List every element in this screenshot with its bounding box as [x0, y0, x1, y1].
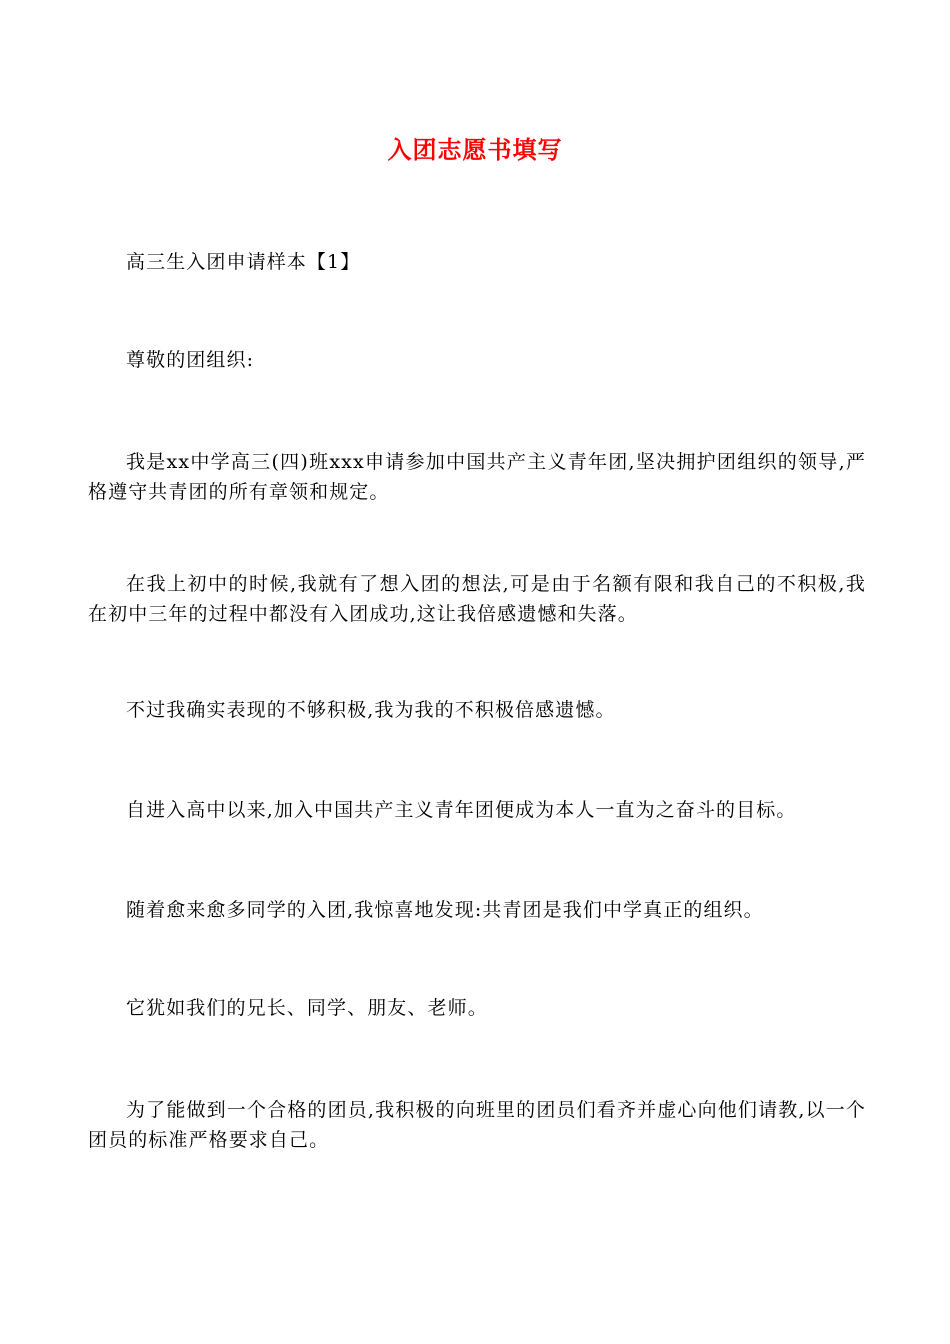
- paragraph-1: 我是xx中学高三(四)班xxx申请参加中国共产主义青年团,坚决拥护团组织的领导,严格遵守共青团的所有章领和规定。: [88, 451, 866, 503]
- paragraph-7: 为了能做到一个合格的团员,我积极的向班里的团员们看齐并虚心向他们请教,以一个团员的标准严格要求自己。: [88, 1099, 866, 1151]
- paragraph-3: 不过我确实表现的不够积极,我为我的不积极倍感遗憾。: [126, 699, 616, 721]
- paragraph-2: 在我上初中的时候,我就有了想入团的想法,可是由于名额有限和我自己的不积极,我在初中三年的过程中都没有入团成功,这让我倍感遗憾和失落。: [88, 573, 866, 625]
- paragraph-6: 它犹如我们的兄长、同学、朋友、老师。: [126, 997, 488, 1019]
- paragraph-4: 自进入高中以来,加入中国共产主义青年团便成为本人一直为之奋斗的目标。: [126, 799, 797, 821]
- section-heading: 高三生入团申请样本【1】: [126, 251, 361, 273]
- paragraph-5: 随着愈来愈多同学的入团,我惊喜地发现:共青团是我们中学真正的组织。: [126, 899, 764, 921]
- salutation: 尊敬的团组织:: [126, 349, 255, 371]
- document-title: 入团志愿书填写: [387, 136, 563, 164]
